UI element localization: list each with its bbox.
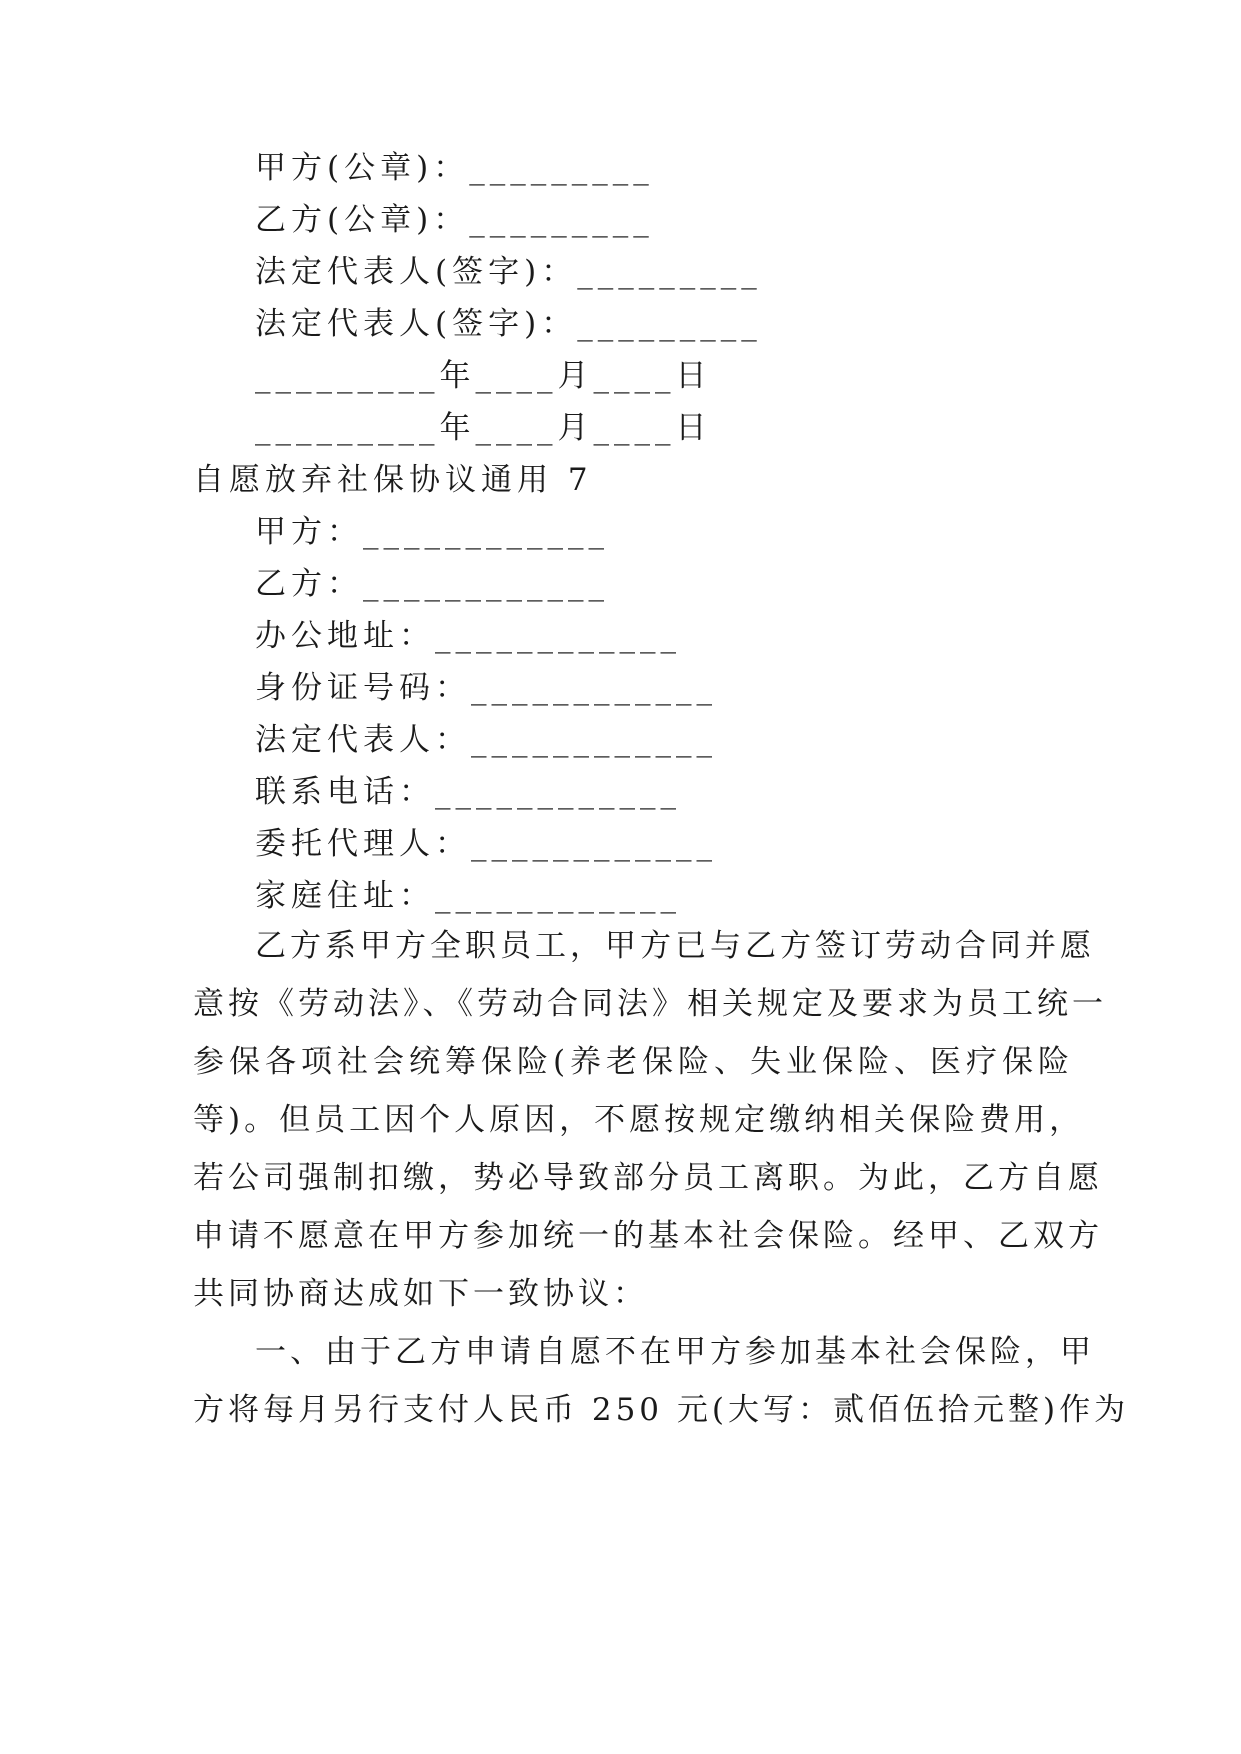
home-address-field: 家庭住址：____________ [255,878,681,914]
body-paragraph-2 [193,1323,1130,1439]
date-line-1: _________年____月____日 [255,358,712,394]
legal-rep-field: 法定代表人：____________ [255,722,717,758]
paragraph-line: 等)。但员工因个人原因，不愿按规定缴纳相关保险费用， [193,1102,1085,1138]
date-line-2: _________年____月____日 [255,410,712,446]
paragraph-line: 意按《劳动法》、《劳动合同法》相关规定及要求为员工统一 [193,986,1107,1022]
party-b-field: 乙方：____________ [255,566,609,602]
legal-rep-sign-line-1: 法定代表人(签字)：_________ [255,254,762,290]
party-a-seal-line: 甲方(公章)：_________ [255,150,654,186]
legal-rep-sign-line-2: 法定代表人(签字)：_________ [255,306,762,342]
party-a-field: 甲方：____________ [255,514,609,550]
paragraph-line: 方将每月另行支付人民币 250 元(大写：贰佰伍拾元整)作为 [193,1392,1130,1428]
paragraph-line: 一、由于乙方申请自愿不在甲方参加基本社会保险，甲 [255,1334,1095,1370]
paragraph-line: 参保各项社会统筹保险(养老保险、失业保险、医疗保险 [193,1044,1073,1080]
paragraph-line: 共同协商达成如下一致协议： [193,1276,648,1312]
paragraph-line: 申请不愿意在甲方参加统一的基本社会保险。经甲、乙双方 [193,1218,1103,1254]
agent-field: 委托代理人：____________ [255,826,717,862]
party-b-seal-line: 乙方(公章)：_________ [255,202,654,238]
body-paragraph-1 [193,917,1107,1323]
section-title: 自愿放弃社保协议通用 7 [193,462,593,498]
paragraph-line: 乙方系甲方全职员工，甲方已与乙方签订劳动合同并愿 [255,928,1095,964]
office-address-field: 办公地址：____________ [255,618,681,654]
phone-field: 联系电话：____________ [255,774,681,810]
paragraph-line: 若公司强制扣缴，势必导致部分员工离职。为此，乙方自愿 [193,1160,1103,1196]
id-number-field: 身份证号码：____________ [255,670,717,706]
